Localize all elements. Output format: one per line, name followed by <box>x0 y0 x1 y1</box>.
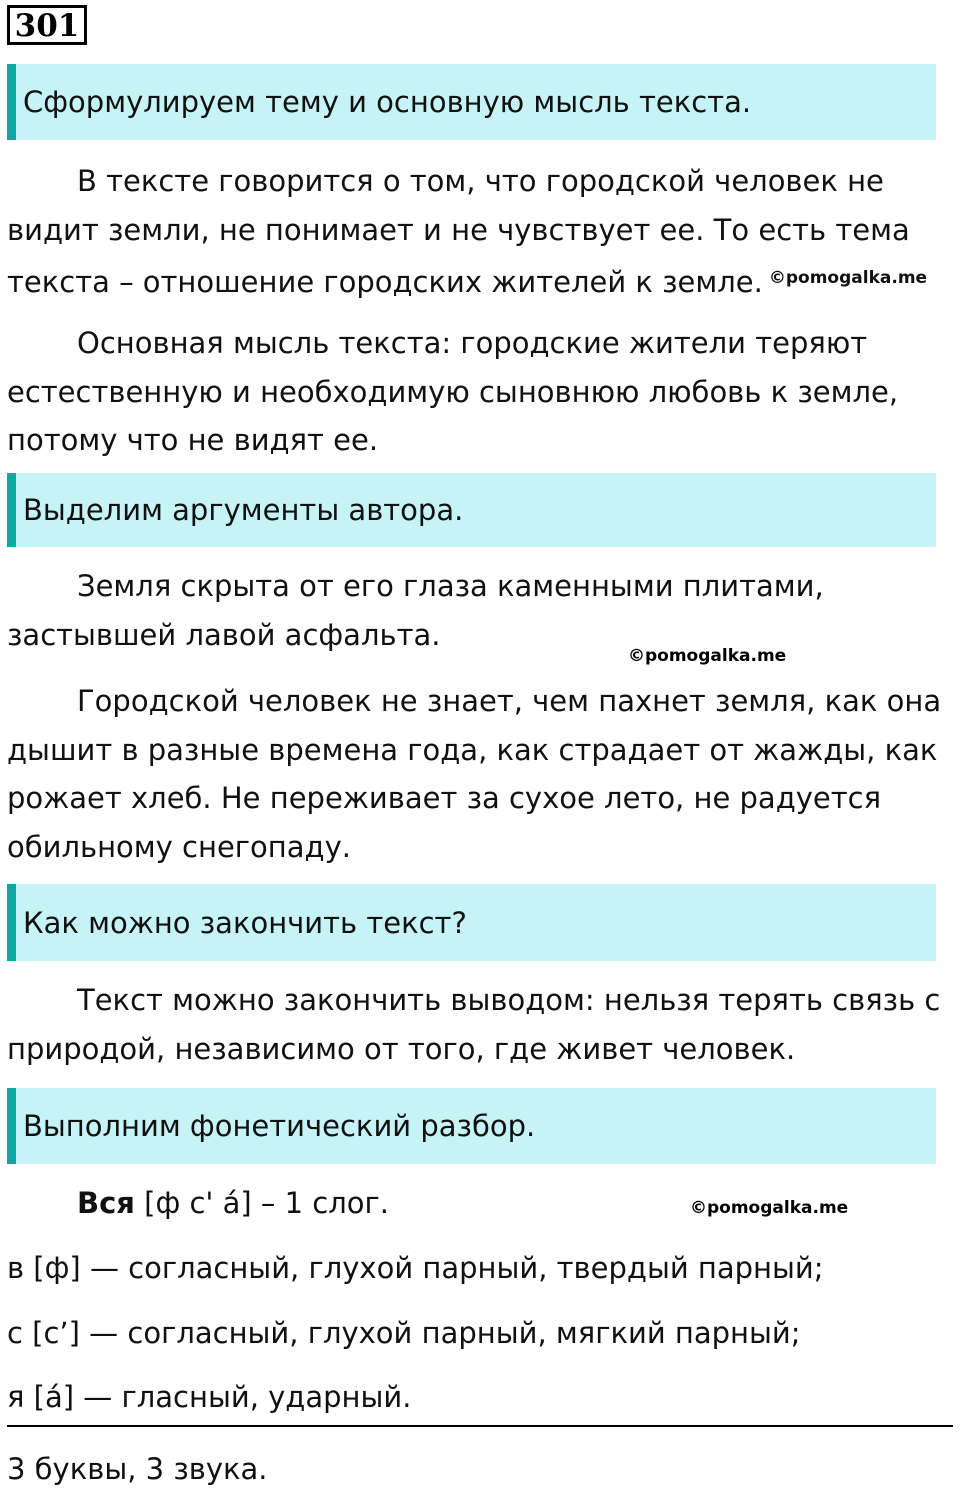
phonetic-transcription: [ф с' á] – 1 слог. <box>134 1186 389 1220</box>
phonetic-summary: 3 буквы, 3 звука. <box>7 1452 268 1486</box>
ending-heading <box>7 884 936 961</box>
theme-paragraph-1 <box>7 157 947 307</box>
arguments-paragraph-1-text: Земля скрыта от его глаза каменными плитами, застывшей лавой асфальта. <box>7 569 824 652</box>
phonetic-heading <box>7 1088 936 1164</box>
theme-paragraph-2 <box>7 319 947 465</box>
theme-paragraph-2-text: Основная мысль текста: городские жители теряют естественную и необходимую сыновнюю любовь к земле, потому что не видят ее. <box>7 326 899 457</box>
watermark-3: ©pomogalka.me <box>690 1198 849 1218</box>
arguments-paragraph-1 <box>7 562 947 659</box>
ending-paragraph <box>7 976 947 1073</box>
arguments-paragraph-2-text: Городской человек не знает, чем пахнет земля, как она дышит в разные времена года, как страдает от жажды, как рожает хлеб. Не переживает за сухое лето, не радуется обильному снегопаду. <box>7 684 942 864</box>
phonetic-line-3: я [á] — гласный, ударный. <box>7 1380 412 1414</box>
ending-paragraph-text: Текст можно закончить выводом: нельзя терять связь с природой, независимо от того, где живет человек. <box>7 983 941 1066</box>
arguments-heading <box>7 473 936 547</box>
phonetic-line-1: в [ф] — согласный, глухой парный, твердый парный; <box>7 1251 824 1285</box>
arguments-heading-text: Выделим аргументы автора. <box>23 493 464 527</box>
theme-paragraph-1-text: В тексте говорится о том, что городской человек не видит земли, не понимает и не чувствует ее. То есть тема текста – отношение городских жителей к земле. <box>7 164 910 299</box>
phonetic-heading-text: Выполним фонетический разбор. <box>23 1109 536 1143</box>
arguments-paragraph-2 <box>7 677 947 871</box>
phonetic-word: Вся <box>77 1186 135 1220</box>
divider <box>7 1425 953 1427</box>
exercise-number: 301 <box>7 5 87 45</box>
theme-heading-text: Сформулируем тему и основную мысль текста. <box>23 85 752 119</box>
phonetic-line-2: с [с’] — согласный, глухой парный, мягкий парный; <box>7 1316 801 1350</box>
theme-heading <box>7 64 936 140</box>
ending-heading-text: Как можно закончить текст? <box>23 905 467 940</box>
watermark-1: ©pomogalka.me <box>768 268 928 288</box>
watermark-2: ©pomogalka.me <box>628 646 787 666</box>
phonetic-word-line <box>77 1183 389 1223</box>
